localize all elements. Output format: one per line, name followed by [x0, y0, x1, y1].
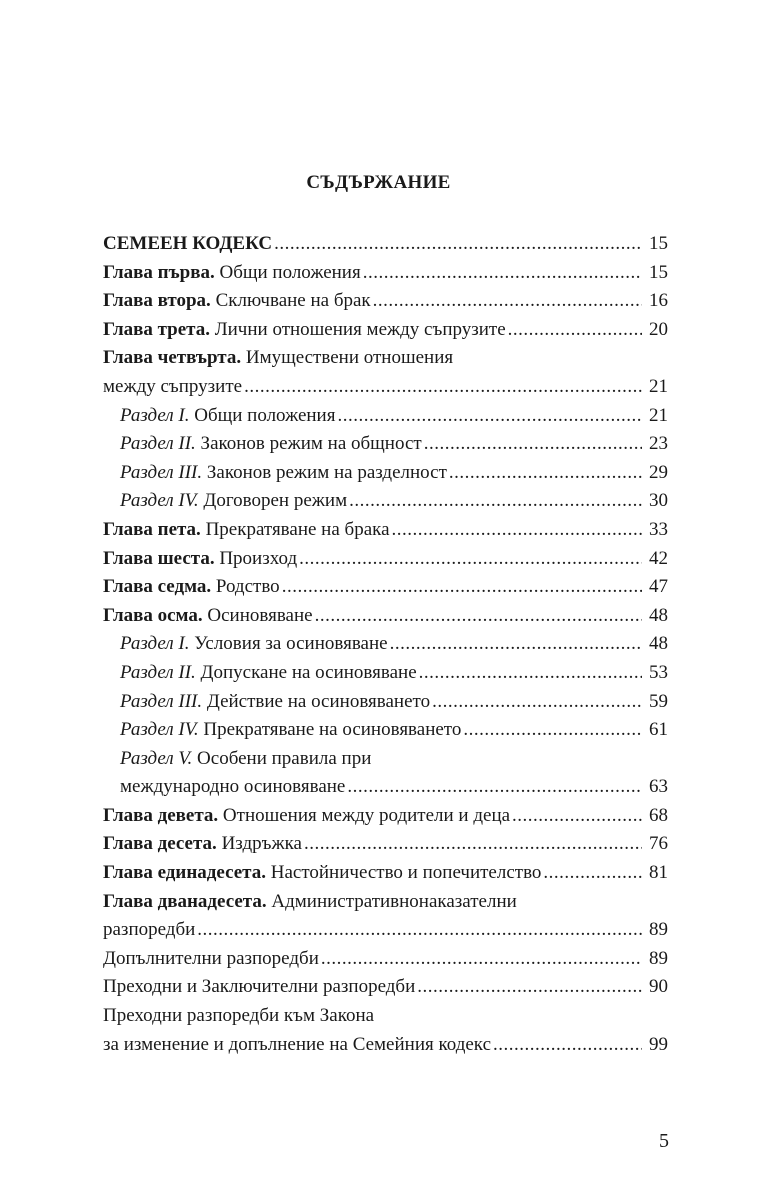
toc-entry: [103, 888, 668, 917]
toc-entry-label: [103, 859, 541, 888]
dot-leader: [321, 945, 642, 974]
chapter-heading: Глава единадесета.: [103, 862, 266, 884]
entry-text: Общи положения: [189, 404, 336, 426]
toc-entry: [103, 230, 668, 259]
dot-leader: [508, 316, 642, 345]
entry-text: Родство: [211, 576, 280, 598]
toc-entry: [103, 459, 668, 488]
entry-text: Произход: [214, 547, 298, 569]
toc-page-number: 42: [649, 547, 668, 569]
toc-entry: [103, 402, 668, 431]
toc-entry-label: [103, 888, 517, 917]
toc-page-number: 59: [649, 690, 668, 712]
toc-entry-label: [103, 373, 242, 402]
entry-text: между съпрузите: [103, 375, 243, 397]
toc-page-number: 90: [649, 976, 668, 998]
entry-text: международно осиновяване: [120, 776, 346, 798]
toc-entry-label: [103, 973, 415, 1002]
toc-entry-label: [103, 230, 272, 259]
toc-page-number: 21: [649, 404, 668, 426]
toc-page-number: 33: [649, 518, 668, 540]
toc-entry: [103, 316, 668, 345]
entry-text: Общи положения: [214, 261, 361, 283]
dot-leader: [543, 859, 642, 888]
toc-page-number: 48: [649, 604, 668, 626]
dot-leader: [363, 259, 642, 288]
entry-text: за изменение и допълнение на Семейния кодекс: [103, 1033, 491, 1055]
toc-entry-label: [103, 316, 506, 345]
toc-entry-label: [120, 745, 371, 774]
toc-page-number: 23: [649, 433, 668, 455]
toc-page-number: 53: [649, 661, 668, 683]
entry-text: Прекратяване на осиновяването: [198, 719, 462, 741]
section-heading: Раздел I.: [120, 404, 190, 426]
toc-entry: [103, 802, 668, 831]
dot-leader: [432, 688, 642, 717]
dot-leader: [347, 773, 642, 802]
dot-leader: [417, 973, 642, 1002]
toc-entry-label: [120, 430, 422, 459]
toc-entry: [103, 373, 668, 402]
dot-leader: [449, 459, 642, 488]
chapter-heading: Глава осма.: [103, 604, 203, 626]
table-of-contents: [103, 230, 668, 1059]
entry-text: Особени правила при: [192, 747, 372, 769]
toc-entry: [103, 487, 668, 516]
toc-entry: [103, 773, 668, 802]
dot-leader: [419, 659, 642, 688]
toc-page-number: 30: [649, 490, 668, 512]
entry-text: Осиновяване: [202, 604, 313, 626]
toc-entry: [103, 287, 668, 316]
toc-entry: [103, 545, 668, 574]
entry-text: Допълнителни разпоредби: [103, 947, 319, 969]
chapter-heading: Глава дванадесета.: [103, 890, 267, 912]
toc-entry-label: [120, 659, 417, 688]
dot-leader: [244, 373, 642, 402]
dot-leader: [282, 573, 642, 602]
toc-entry: [103, 1002, 668, 1031]
dot-leader: [349, 487, 642, 516]
section-heading: Раздел II.: [120, 433, 196, 455]
dot-leader: [197, 916, 642, 945]
toc-entry: [103, 344, 668, 373]
entry-text: Издръжка: [216, 833, 302, 855]
entry-text: Лични отношения между съпрузите: [210, 318, 506, 340]
toc-entry-label: [103, 830, 302, 859]
dot-leader: [299, 545, 642, 574]
dot-leader: [392, 516, 642, 545]
toc-entry: [103, 945, 668, 974]
page-number: 5: [659, 1130, 669, 1152]
toc-entry-label: [120, 630, 388, 659]
toc-page-number: 15: [649, 261, 668, 283]
toc-entry: [103, 916, 668, 945]
toc-page-number: 89: [649, 947, 668, 969]
toc-entry-label: [103, 344, 453, 373]
entry-text: Прекратяване на брака: [200, 518, 390, 540]
toc-entry-label: [103, 516, 390, 545]
toc-entry: [103, 745, 668, 774]
entry-text: Действие на осиновяването: [202, 690, 431, 712]
dot-leader: [512, 802, 642, 831]
entry-text: Законов режим на разделност: [202, 461, 447, 483]
toc-entry: [103, 516, 668, 545]
dot-leader: [390, 630, 642, 659]
entry-text: Административнонаказателни: [266, 890, 517, 912]
toc-entry-label: [120, 773, 345, 802]
toc-page-number: 99: [649, 1033, 668, 1055]
toc-entry-label: [120, 688, 430, 717]
toc-entry: [103, 688, 668, 717]
toc-entry-label: [120, 402, 335, 431]
chapter-heading: Глава втора.: [103, 290, 211, 312]
toc-entry-label: [103, 287, 371, 316]
toc-entry-label: [103, 1002, 374, 1031]
entry-text: Законов режим на общност: [195, 433, 422, 455]
chapter-heading: СЕМЕЕН КОДЕКС: [103, 233, 273, 254]
section-heading: Раздел V.: [120, 747, 193, 769]
chapter-heading: Глава първа.: [103, 261, 215, 283]
toc-entry-label: [120, 487, 347, 516]
toc-entry: [103, 430, 668, 459]
dot-leader: [337, 402, 642, 431]
toc-entry: [103, 659, 668, 688]
chapter-heading: Глава седма.: [103, 576, 212, 598]
chapter-heading: Глава пета.: [103, 518, 201, 540]
dot-leader: [463, 716, 642, 745]
section-heading: Раздел II.: [120, 661, 196, 683]
toc-entry-label: [103, 1031, 491, 1060]
section-heading: Раздел III.: [120, 690, 203, 712]
dot-leader: [424, 430, 642, 459]
toc-page-number: 89: [649, 919, 668, 941]
toc-page-number: 16: [649, 290, 668, 312]
toc-page-number: 63: [649, 776, 668, 798]
entry-text: Имуществени отношения: [241, 347, 454, 369]
entry-text: Сключване на брак: [210, 290, 371, 312]
toc-entry: [103, 716, 668, 745]
toc-page-number: 47: [649, 576, 668, 598]
chapter-heading: Глава трета.: [103, 318, 210, 340]
toc-title: СЪДЪРЖАНИЕ: [306, 172, 451, 193]
dot-leader: [373, 287, 642, 316]
chapter-heading: Глава четвърта.: [103, 347, 242, 369]
toc-entry-label: [120, 716, 461, 745]
entry-text: Допускане на осиновяване: [195, 661, 417, 683]
toc-entry-label: [103, 916, 195, 945]
dot-leader: [493, 1031, 642, 1060]
toc-entry: [103, 1031, 668, 1060]
entry-text: Условия за осиновяване: [189, 633, 388, 655]
dot-leader: [315, 602, 642, 631]
toc-entry: [103, 259, 668, 288]
chapter-heading: Глава девета.: [103, 804, 219, 826]
toc-entry: [103, 602, 668, 631]
toc-entry-label: [103, 573, 280, 602]
entry-text: Преходни и Заключителни разпоредби: [103, 976, 416, 998]
entry-text: Настойничество и попечителство: [266, 862, 542, 884]
toc-page-number: 61: [649, 719, 668, 741]
chapter-heading: Глава десета.: [103, 833, 217, 855]
toc-entry-label: [103, 945, 319, 974]
toc-page-number: 20: [649, 318, 668, 340]
toc-page-number: 76: [649, 833, 668, 855]
toc-page-number: 21: [649, 375, 668, 397]
section-heading: Раздел III.: [120, 461, 203, 483]
section-heading: Раздел IV.: [120, 719, 199, 741]
toc-entry-label: [103, 602, 313, 631]
toc-entry: [103, 859, 668, 888]
chapter-heading: Глава шеста.: [103, 547, 215, 569]
toc-page-number: 68: [649, 804, 668, 826]
toc-page-number: 48: [649, 633, 668, 655]
toc-page-number: 15: [649, 233, 668, 254]
section-heading: Раздел IV.: [120, 490, 199, 512]
toc-page-number: 29: [649, 461, 668, 483]
toc-entry: [103, 573, 668, 602]
entry-text: Отношения между родители и деца: [218, 804, 511, 826]
toc-entry-label: [103, 545, 297, 574]
toc-entry: [103, 830, 668, 859]
section-heading: Раздел I.: [120, 633, 190, 655]
toc-entry: [103, 973, 668, 1002]
toc-page-number: 81: [649, 862, 668, 884]
toc-entry-label: [103, 259, 361, 288]
dot-leader: [304, 830, 642, 859]
entry-text: Преходни разпоредби към Закона: [103, 1005, 375, 1027]
dot-leader: [274, 230, 642, 259]
entry-text: Договорен режим: [198, 490, 348, 512]
toc-entry: [103, 630, 668, 659]
toc-entry-label: [120, 459, 447, 488]
toc-entry-label: [103, 802, 510, 831]
entry-text: разпоредби: [103, 919, 196, 941]
